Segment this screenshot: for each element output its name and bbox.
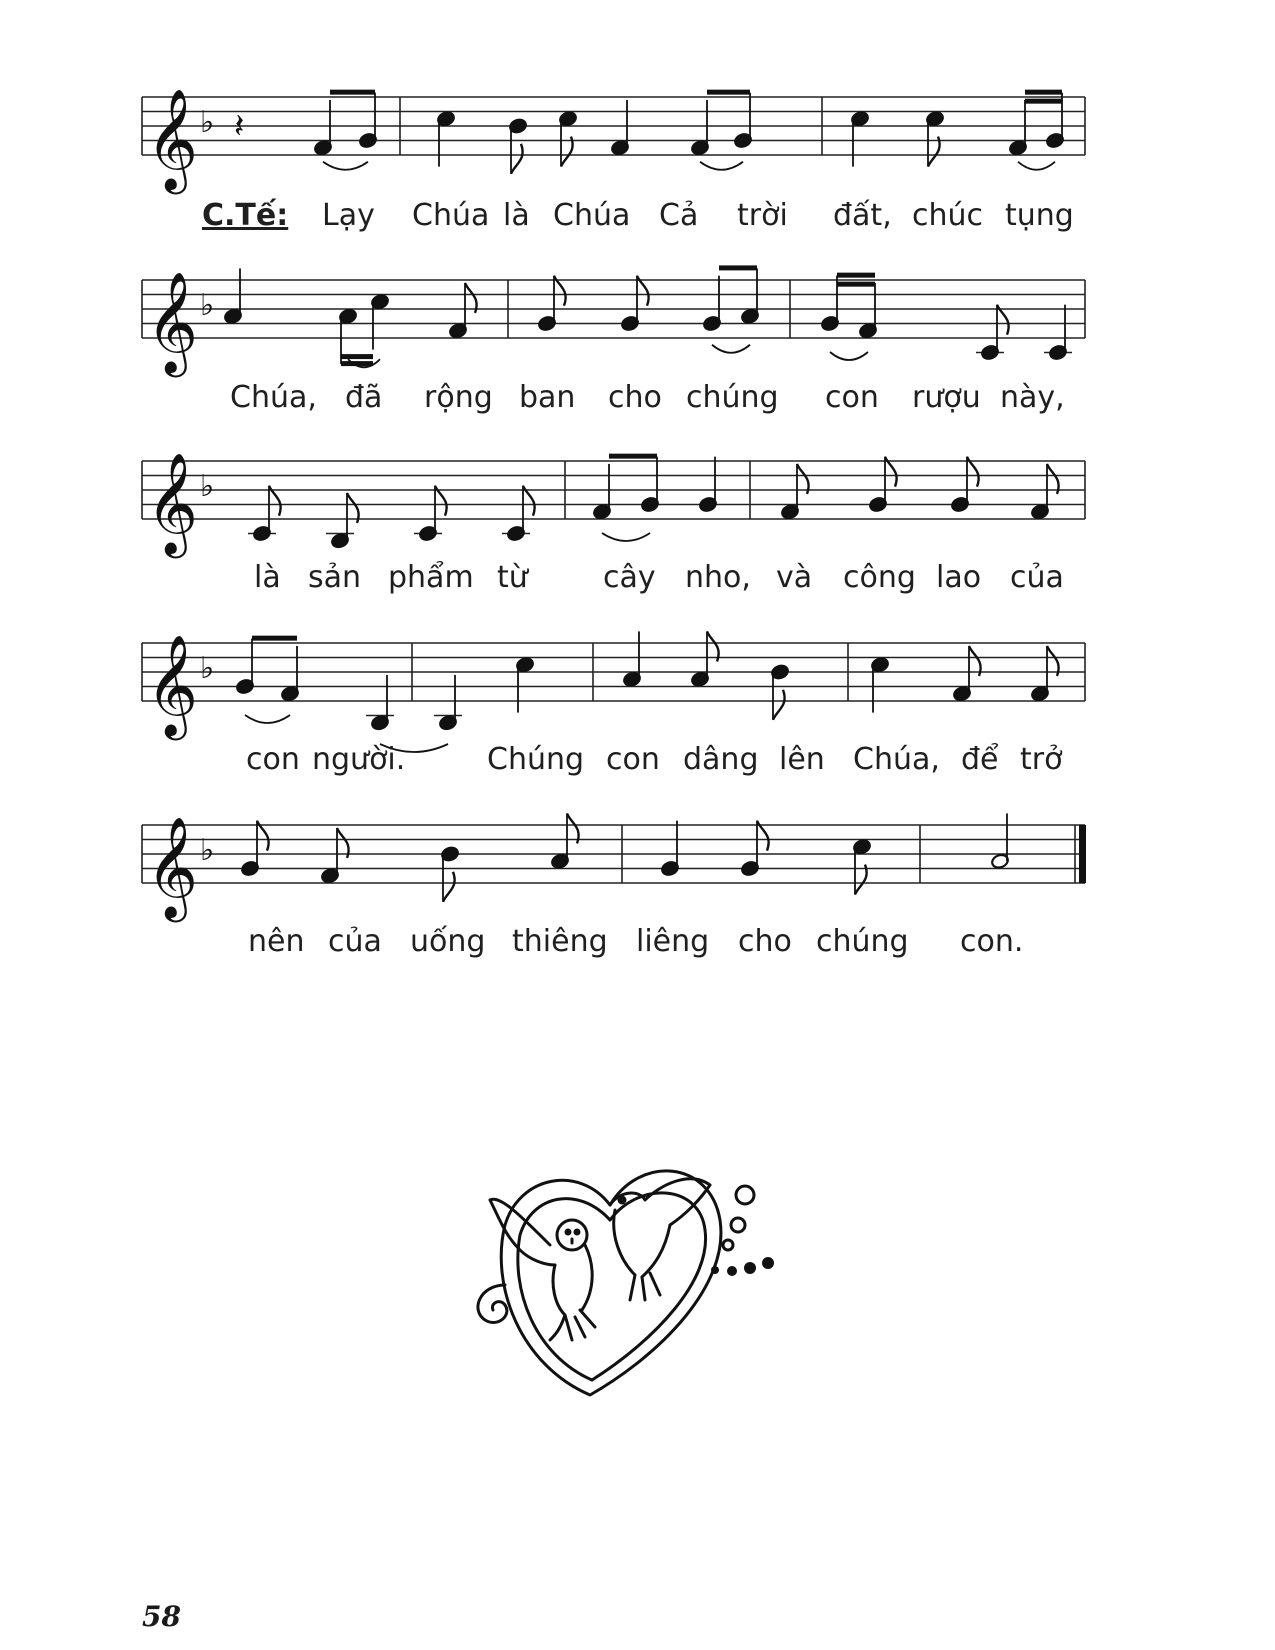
lyrics-line-5	[0, 924, 1275, 964]
treble-clef-icon: 𝄞	[146, 87, 199, 190]
lyric-syllable: từ	[497, 560, 528, 595]
final-barline-thick	[1079, 825, 1086, 883]
lyric-syllable: là	[254, 560, 281, 595]
lyric-syllable: Chúng	[487, 742, 585, 777]
lyric-syllable: uống	[410, 924, 486, 959]
treble-clef-icon: 𝄞	[146, 815, 199, 918]
lyric-syllable: Chúa	[553, 198, 631, 233]
page-number: 58	[142, 1600, 181, 1633]
lyric-syllable: trở	[1020, 742, 1063, 777]
lyric-syllable: sản	[308, 560, 362, 595]
lyric-syllable: đất,	[833, 198, 892, 233]
treble-clef-icon: 𝄞	[146, 270, 199, 373]
lyric-syllable: lên	[779, 742, 825, 777]
note-flag	[443, 872, 455, 902]
treble-clef-icon: 𝄞	[146, 633, 199, 736]
lyric-syllable: con.	[960, 924, 1024, 959]
lyric-syllable: con	[246, 742, 300, 777]
lyric-syllable: Cả	[659, 198, 699, 233]
lyric-syllable: để	[961, 742, 999, 777]
lyric-syllable: liêng	[636, 924, 710, 959]
key-flat-icon: ♭	[200, 469, 215, 504]
lyric-syllable: con	[606, 742, 660, 777]
lyric-syllable: Chúa,	[853, 742, 940, 777]
lyric-syllable: tụng	[1005, 198, 1074, 233]
lyric-syllable: chúng	[816, 924, 909, 959]
lyric-syllable: con	[825, 380, 879, 415]
lyric-syllable: đã	[345, 380, 383, 415]
lyric-syllable: cho	[608, 380, 662, 415]
quarter-rest-icon: 𝄽	[234, 106, 245, 147]
lyric-syllable: trời	[737, 198, 788, 233]
staff-lines	[142, 825, 1085, 883]
celebrant-label: C.Tế:	[202, 198, 289, 233]
lyric-syllable: lao	[936, 560, 982, 595]
key-flat-icon: ♭	[200, 288, 215, 323]
lyric-syllable: chúc	[912, 198, 984, 233]
key-flat-icon: ♭	[200, 651, 215, 686]
lyric-syllable: này,	[1000, 380, 1065, 415]
lyric-syllable: Chúa	[412, 198, 490, 233]
lyric-syllable: thiêng	[512, 924, 608, 959]
lyric-syllable: nho,	[685, 560, 751, 595]
lyric-syllable: Chúa,	[230, 380, 317, 415]
two-doves-heart-icon	[460, 1165, 790, 1405]
treble-clef-icon: 𝄞	[146, 451, 199, 554]
lyric-syllable: công	[843, 560, 916, 595]
lyric-syllable: nên	[248, 924, 305, 959]
lyric-syllable: phẩm	[388, 560, 474, 595]
lyric-syllable: cây	[603, 560, 656, 595]
lyric-syllable: và	[776, 560, 813, 595]
key-flat-icon: ♭	[200, 105, 215, 140]
lyric-syllable: Lạy	[322, 198, 375, 233]
lyric-syllable: ban	[519, 380, 576, 415]
lyric-syllable: của	[328, 924, 382, 959]
lyric-syllable: của	[1010, 560, 1064, 595]
lyric-syllable: chúng	[686, 380, 779, 415]
lyric-syllable: người.	[312, 742, 406, 777]
lyric-syllable: rộng	[424, 380, 493, 415]
lyric-syllable: là	[503, 198, 530, 233]
lyric-syllable: dâng	[683, 742, 759, 777]
lyric-syllable: rượu	[912, 380, 981, 415]
lyric-syllable: cho	[738, 924, 792, 959]
key-flat-icon: ♭	[200, 833, 215, 868]
